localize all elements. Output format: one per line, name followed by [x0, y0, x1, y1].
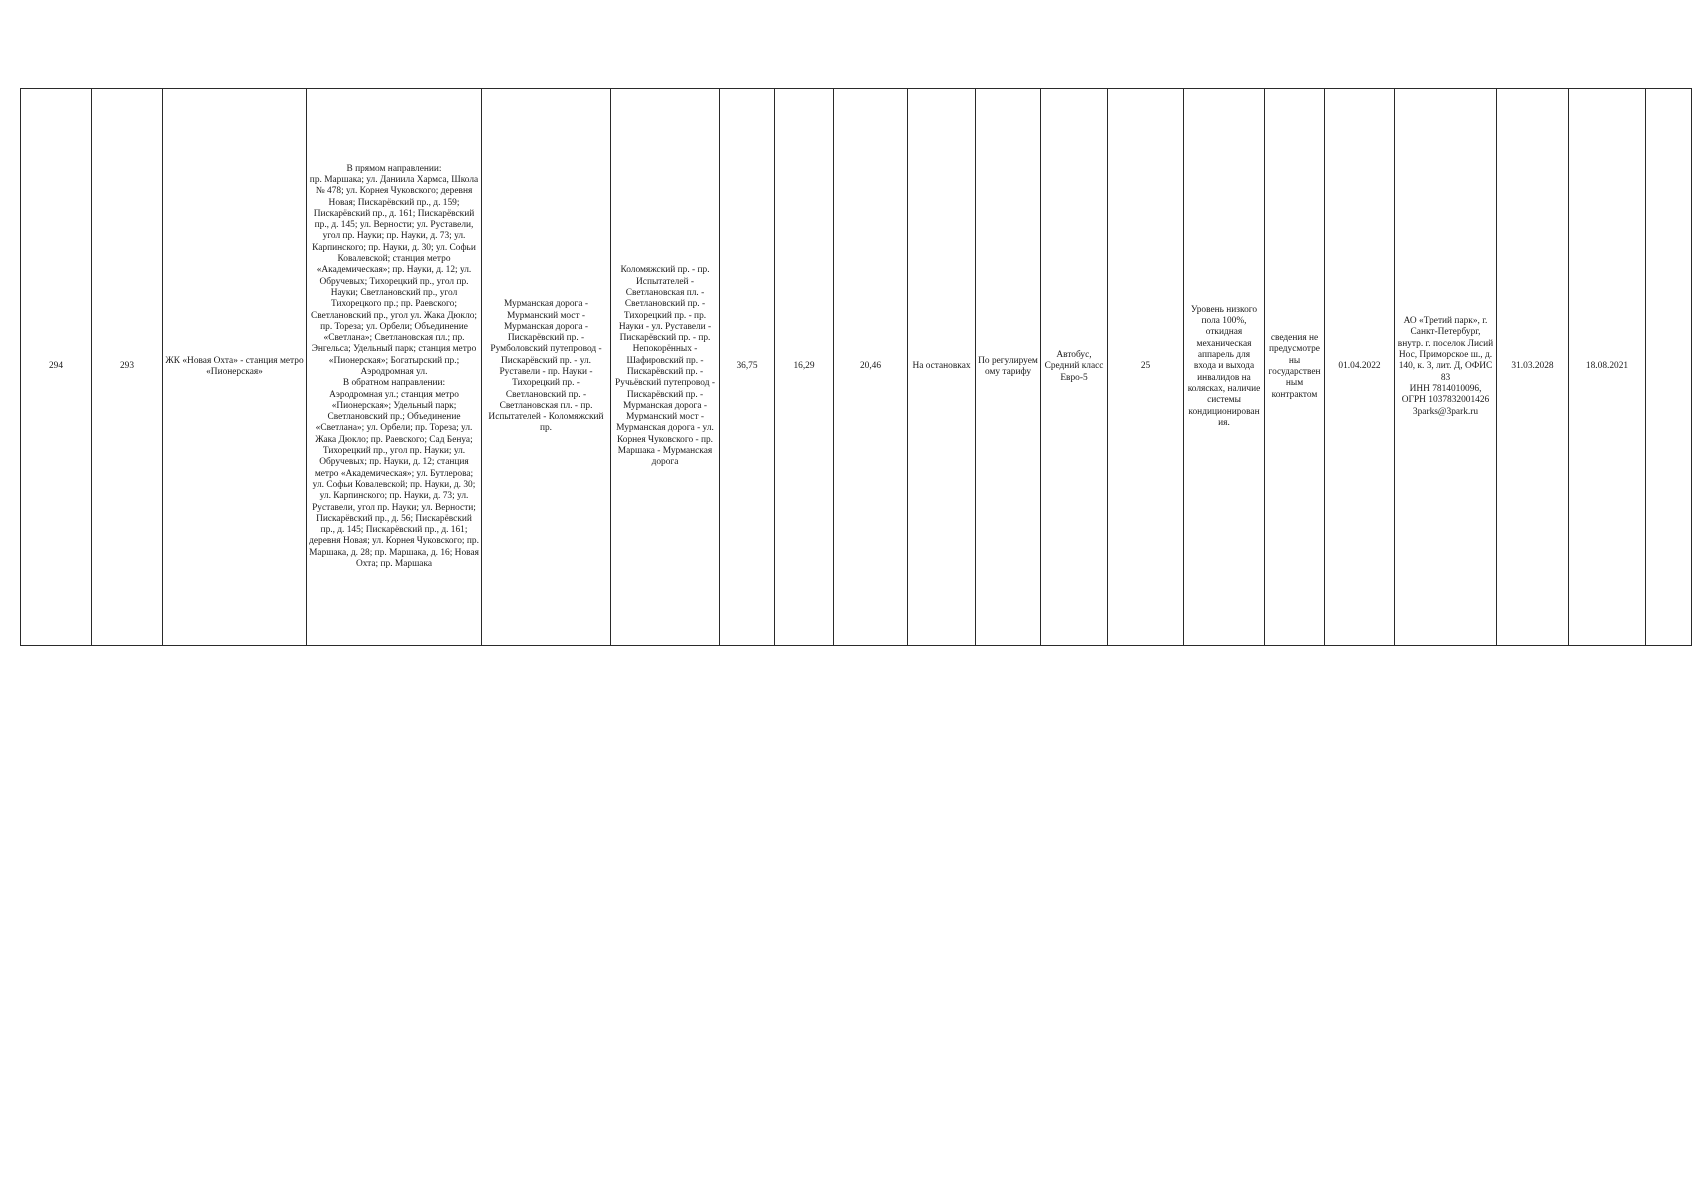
- length-forward-cell: 16,29: [775, 89, 834, 646]
- route-register-table: [20, 88, 1692, 646]
- tariff-cell: По регулируем ому тарифу: [976, 89, 1041, 646]
- streets-backward-cell: Коломяжский пр. - пр. Испытателей - Светлановская пл. - Светлановский пр. - Тихорецкий пр. - пр. Науки - ул. Руставели - Пискарёвский пр. - пр. Непокорённых - Шафировский пр. - Пискарёвский пр. - Ручьёвский путепровод - Пискарёвский пр. - Мурманская дорога - Мурманский мост - Мурманская дорога - ул. Корнея Чуковского - пр. Маршака - Мурманская дорога: [611, 89, 720, 646]
- stop-order-cell: На остановках: [908, 89, 976, 646]
- record-date-cell: 18.08.2021: [1569, 89, 1646, 646]
- reg-number-cell: 294: [21, 89, 92, 646]
- contract-cell: сведения не предусмотрены государственным контрактом: [1265, 89, 1325, 646]
- length-total-cell: 36,75: [720, 89, 775, 646]
- extra-cell: [1646, 89, 1692, 646]
- table-row: [21, 89, 1692, 646]
- start-date-cell: 01.04.2022: [1325, 89, 1395, 646]
- vehicle-cell: Автобус, Средний класс Евро-5: [1041, 89, 1108, 646]
- route-number-cell: 293: [92, 89, 163, 646]
- stops-cell: В прямом направлении: пр. Маршака; ул. Даниила Хармса, Школа № 478; ул. Корнея Чуковского; деревня Новая; Пискарёвский пр., д. 159; Пискарёвский пр., д. 161; Пискарёвский пр., д. 145; ул. Верности; ул. Руставели, угол пр. Науки; пр. Науки, д. 73; ул. Карпинского; пр. Науки, д. 30; ул. Софьи Ковалевской; станция метро «Академическая»; пр. Науки, д. 12; ул. Обручевых; Тихорецкий пр., угол пр. Науки; Светлановский пр., угол Тихорецкого пр.; пр. Раевского; Светлановский пр., угол ул. Жака Дюкло; пр. Тореза; ул. Орбели; Объединение «Светлана»; Светлановская пл.; пр. Энгельса; Удельный парк; станция метро «Пионерская»; Богатырский пр.; Аэродромная ул. В обратном направлении: Аэродромная ул.; станция метро «Пионерская»; Удельный парк; Светлановский пр.; Объединение «Светлана»; ул. Орбели; пр. Тореза; ул. Жака Дюкло; пр. Раевского; Сад Бенуа; Тихорецкий пр., угол пр. Науки; ул. Обручевых; пр. Науки, д. 12; станция метро «Академическая»; ул. Бутлерова; ул. Софьи Ковалевской; пр. Науки, д. 30; ул. Карпинского; пр. Науки, д. 73; ул. Руставели, угол пр. Науки; ул. Верности; Пискарёвский пр., д. 56; Пискарёвский пр., д. 145; Пискарёвский пр., д. 161; деревня Новая; ул. Корнея Чуковского; пр. Маршака, д. 28; пр. Маршака, д. 16; Новая Охта; пр. Маршака: [307, 89, 482, 646]
- characteristics-cell: Уровень низкого пола 100%, откидная механическая аппарель для входа и выхода инвалидов на колясках, наличие системы кондиционирования.: [1184, 89, 1265, 646]
- length-backward-cell: 20,46: [834, 89, 908, 646]
- vehicle-count-cell: 25: [1108, 89, 1184, 646]
- carrier-cell: АО «Третий парк», г. Санкт-Петербург, внутр. г. поселок Лисий Нос, Приморское ш., д. 140, к. 3, лит. Д, ОФИС 83 ИНН 7814010096, ОГРН 1037832001426 3parks@3park.ru: [1395, 89, 1497, 646]
- end-date-cell: 31.03.2028: [1497, 89, 1569, 646]
- route-name-cell: ЖК «Новая Охта» - станция метро «Пионерская»: [163, 89, 307, 646]
- streets-forward-cell: Мурманская дорога - Мурманский мост - Мурманская дорога - Пискарёвский пр. - Румболовский путепровод - Пискарёвский пр. - ул. Руставели - пр. Науки - Тихорецкий пр. - Светлановский пр. - Светлановская пл. - пр. Испытателей - Коломяжский пр.: [482, 89, 611, 646]
